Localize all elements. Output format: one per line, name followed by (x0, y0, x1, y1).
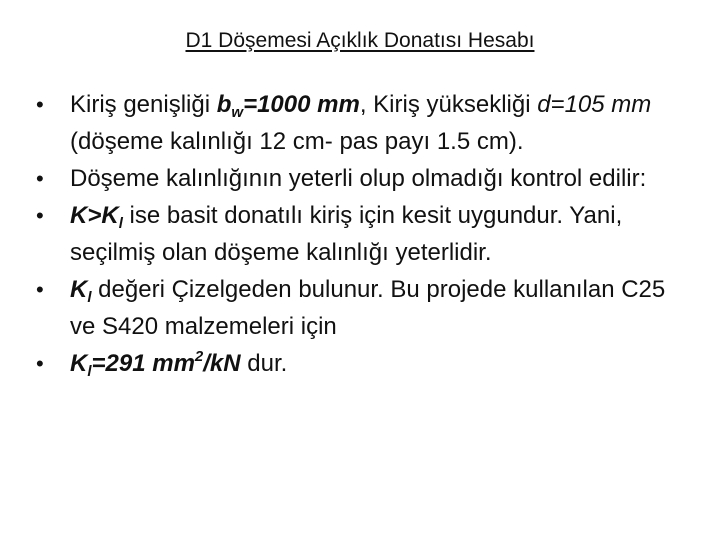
title-text: D1 Döşemesi Açıklık Donatısı Hesabı (185, 29, 535, 52)
text-beam-height-label: , Kiriş yüksekliği (359, 91, 538, 118)
formula-kl-value: $K_l=291$ $mm^2/kN$ (70, 348, 241, 380)
bullet-dot-icon: • (36, 203, 44, 228)
bullet-list (34, 86, 694, 382)
value-d: d=105 mm (537, 91, 652, 118)
symbol-bw: $b_w=1000$ mm (216, 91, 360, 121)
bullet-beam-dimensions (34, 86, 694, 160)
symbol-k-greater-kl: $K>K_l$ (70, 202, 123, 232)
bullet-dot-icon: • (36, 92, 44, 117)
text-section-condition: ise basit donatılı kiriş için kesit uygundur. Yani, seçilmiş olan döşeme kalınlığı yeterlidir. (70, 202, 623, 266)
bullet-dot-icon: • (36, 351, 44, 376)
text-kl-source: değeri Çizelgeden bulunur. Bu projede kullanılan C25 ve S420 malzemeleri için (70, 276, 666, 340)
bullet-dot-icon: • (36, 166, 44, 191)
text-thickness-check: Döşeme kalınlığının yeterli olup olmadığı kontrol edilir: (70, 165, 647, 192)
symbol-kl: $K_l$ (70, 276, 92, 306)
bullet-dot-icon: • (36, 277, 44, 302)
bullet-kl-value (34, 345, 694, 382)
bullet-thickness-check (34, 160, 694, 197)
slide-title (0, 26, 720, 56)
bullet-kl-source (34, 271, 694, 345)
bullet-section-condition (34, 197, 694, 271)
text-slab-thickness: (döşeme kalınlığı 12 cm- pas payı 1.5 cm). (70, 128, 524, 155)
text-beam-width-label: Kiriş genişliği (70, 91, 217, 118)
text-dur: dur. (240, 350, 288, 377)
